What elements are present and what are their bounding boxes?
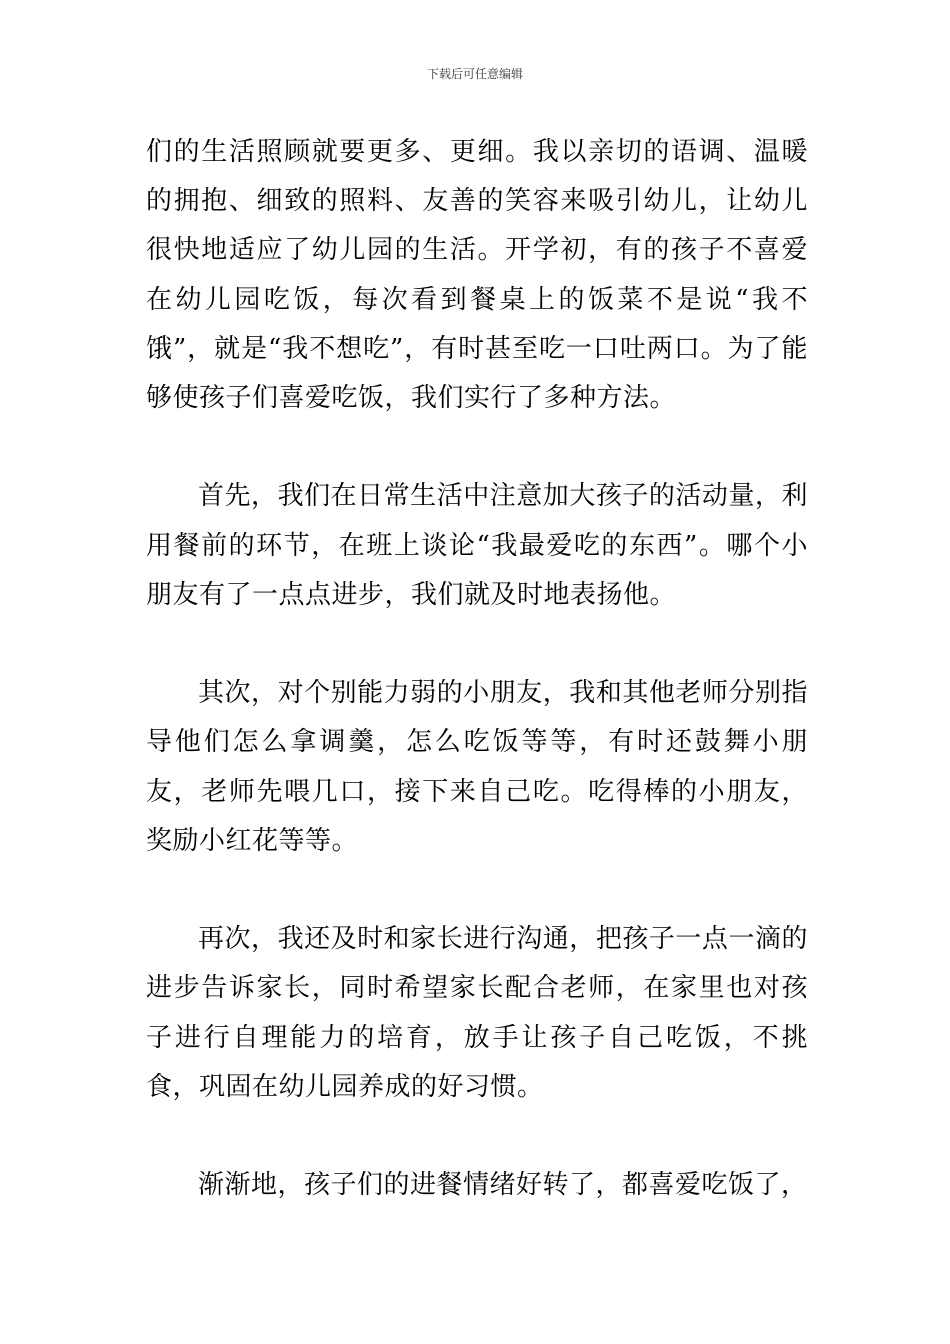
document-body: [146, 128, 808, 1210]
paragraph-result: 渐渐地，孩子们的进餐情绪好转了，都喜爱吃饭了，: [198, 1170, 808, 1201]
page-header: 下载后可任意编辑: [426, 67, 523, 81]
paragraph-continued: 们的生活照顾就要更多、更细。我以亲切的语调、温暖的拥抱、细致的照料、友善的笑容来吸引幼儿，让幼儿很快地适应了幼儿园的生活。开学初，有的孩子不喜爱在幼儿园吃饭，每次看到餐桌上的饭菜不是说“我不饿”，就是“我不想吃”，有时甚至吃一口吐两口。为了能够使孩子们喜爱吃饭，我们实行了多种方法。: [146, 137, 808, 414]
paragraph-third-method: 再次，我还及时和家长进行沟通，把孩子一点一滴的进步告诉家长，同时希望家长配合老师，在家里也对孩子进行自理能力的培育，放手让孩子自己吃饭，不挑食，巩固在幼儿园养成的好习惯。: [146, 924, 808, 1102]
paragraph-second-method: 其次，对个别能力弱的小朋友，我和其他老师分别指导他们怎么拿调羹，怎么吃饭等等，有时还鼓舞小朋友，老师先喂几口，接下来自己吃。吃得棒的小朋友，奖励小红花等等。: [146, 678, 808, 856]
paragraph-first-method: 首先，我们在日常生活中注意加大孩子的活动量，利用餐前的环节，在班上谈论“我最爱吃的东西”。哪个小朋友有了一点点进步，我们就及时地表扬他。: [146, 481, 808, 610]
